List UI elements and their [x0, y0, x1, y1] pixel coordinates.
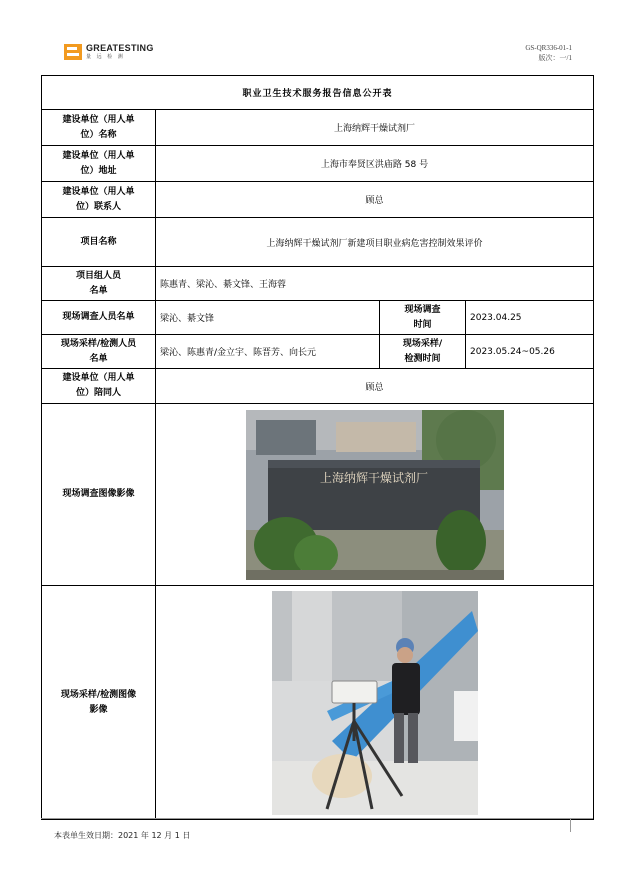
- logo-subtext: 量 远 检 测: [86, 54, 125, 60]
- table-row: [42, 267, 594, 301]
- table-row: [42, 218, 594, 267]
- table-row: [42, 146, 594, 182]
- company-logo: [64, 42, 154, 62]
- sampling-time-label: 现场采样/ 检测时间: [380, 335, 466, 369]
- sampling-photo-cell: [156, 586, 594, 820]
- project-team-label: 项目组人员 名单: [42, 267, 156, 301]
- sampling-photo-illustration: [272, 591, 478, 815]
- logo-text: GREATESTING: [86, 43, 154, 53]
- table-row: [42, 335, 594, 369]
- project-team-value: 陈惠青、梁沁、綦文锋、王海蓉: [156, 267, 594, 301]
- disclosure-table: [41, 75, 594, 820]
- survey-time-value: 2023.04.25: [466, 301, 594, 335]
- unit-address-label: 建设单位（用人单 位）地址: [42, 146, 156, 182]
- survey-staff-value: 梁沁、綦文锋: [156, 301, 380, 335]
- escort-label: 建设单位（用人单 位）陪同人: [42, 369, 156, 404]
- sampling-photo: [272, 591, 478, 815]
- sampling-staff-label: 现场采样/检测人员 名单: [42, 335, 156, 369]
- survey-photo-label: 现场调查图像影像: [42, 404, 156, 586]
- project-name-label: 项目名称: [42, 218, 156, 267]
- footer-divider: [41, 818, 593, 819]
- sampling-time-value: 2023.05.24~05.26: [466, 335, 594, 369]
- document-version: 版次：一/1: [538, 54, 572, 62]
- table-row: [42, 182, 594, 218]
- logo-icon: [64, 44, 82, 60]
- survey-photo-cell: [156, 404, 594, 586]
- document-code-block: [525, 43, 572, 63]
- escort-value: 顾总: [156, 369, 594, 404]
- sampling-photo-label: 现场采样/检测图像 影像: [42, 586, 156, 820]
- sampling-staff-value: 梁沁、陈惠青/金立宇、陈晋芳、向长元: [156, 335, 380, 369]
- survey-photo: [246, 410, 504, 580]
- table-row: [42, 586, 594, 820]
- unit-name-label: 建设单位（用人单 位）名称: [42, 110, 156, 146]
- table-row: [42, 404, 594, 586]
- survey-time-label: 现场调查 时间: [380, 301, 466, 335]
- document-code: GS-QR336-01-1: [525, 44, 572, 52]
- footer-divider-tick: [570, 818, 571, 832]
- survey-photo-illustration: [246, 410, 504, 580]
- unit-contact-label: 建设单位（用人单 位）联系人: [42, 182, 156, 218]
- title-row: [42, 76, 594, 110]
- unit-name-value: 上海纳辉干燥试剂厂: [156, 110, 594, 146]
- table-row: [42, 301, 594, 335]
- effective-date: 本表单生效日期：2021 年 12 月 1 日: [54, 831, 191, 840]
- factory-sign-text: 上海纳辉干燥试剂厂: [319, 470, 428, 485]
- project-name-value: 上海纳辉干燥试剂厂新建项目职业病危害控制效果评价: [156, 218, 594, 267]
- table-row: [42, 369, 594, 404]
- unit-contact-value: 顾总: [156, 182, 594, 218]
- page-title: 职业卫生技术服务报告信息公开表: [42, 76, 594, 110]
- table-row: [42, 110, 594, 146]
- survey-staff-label: 现场调查人员名单: [42, 301, 156, 335]
- unit-address-value: 上海市奉贤区洪庙路 58 号: [156, 146, 594, 182]
